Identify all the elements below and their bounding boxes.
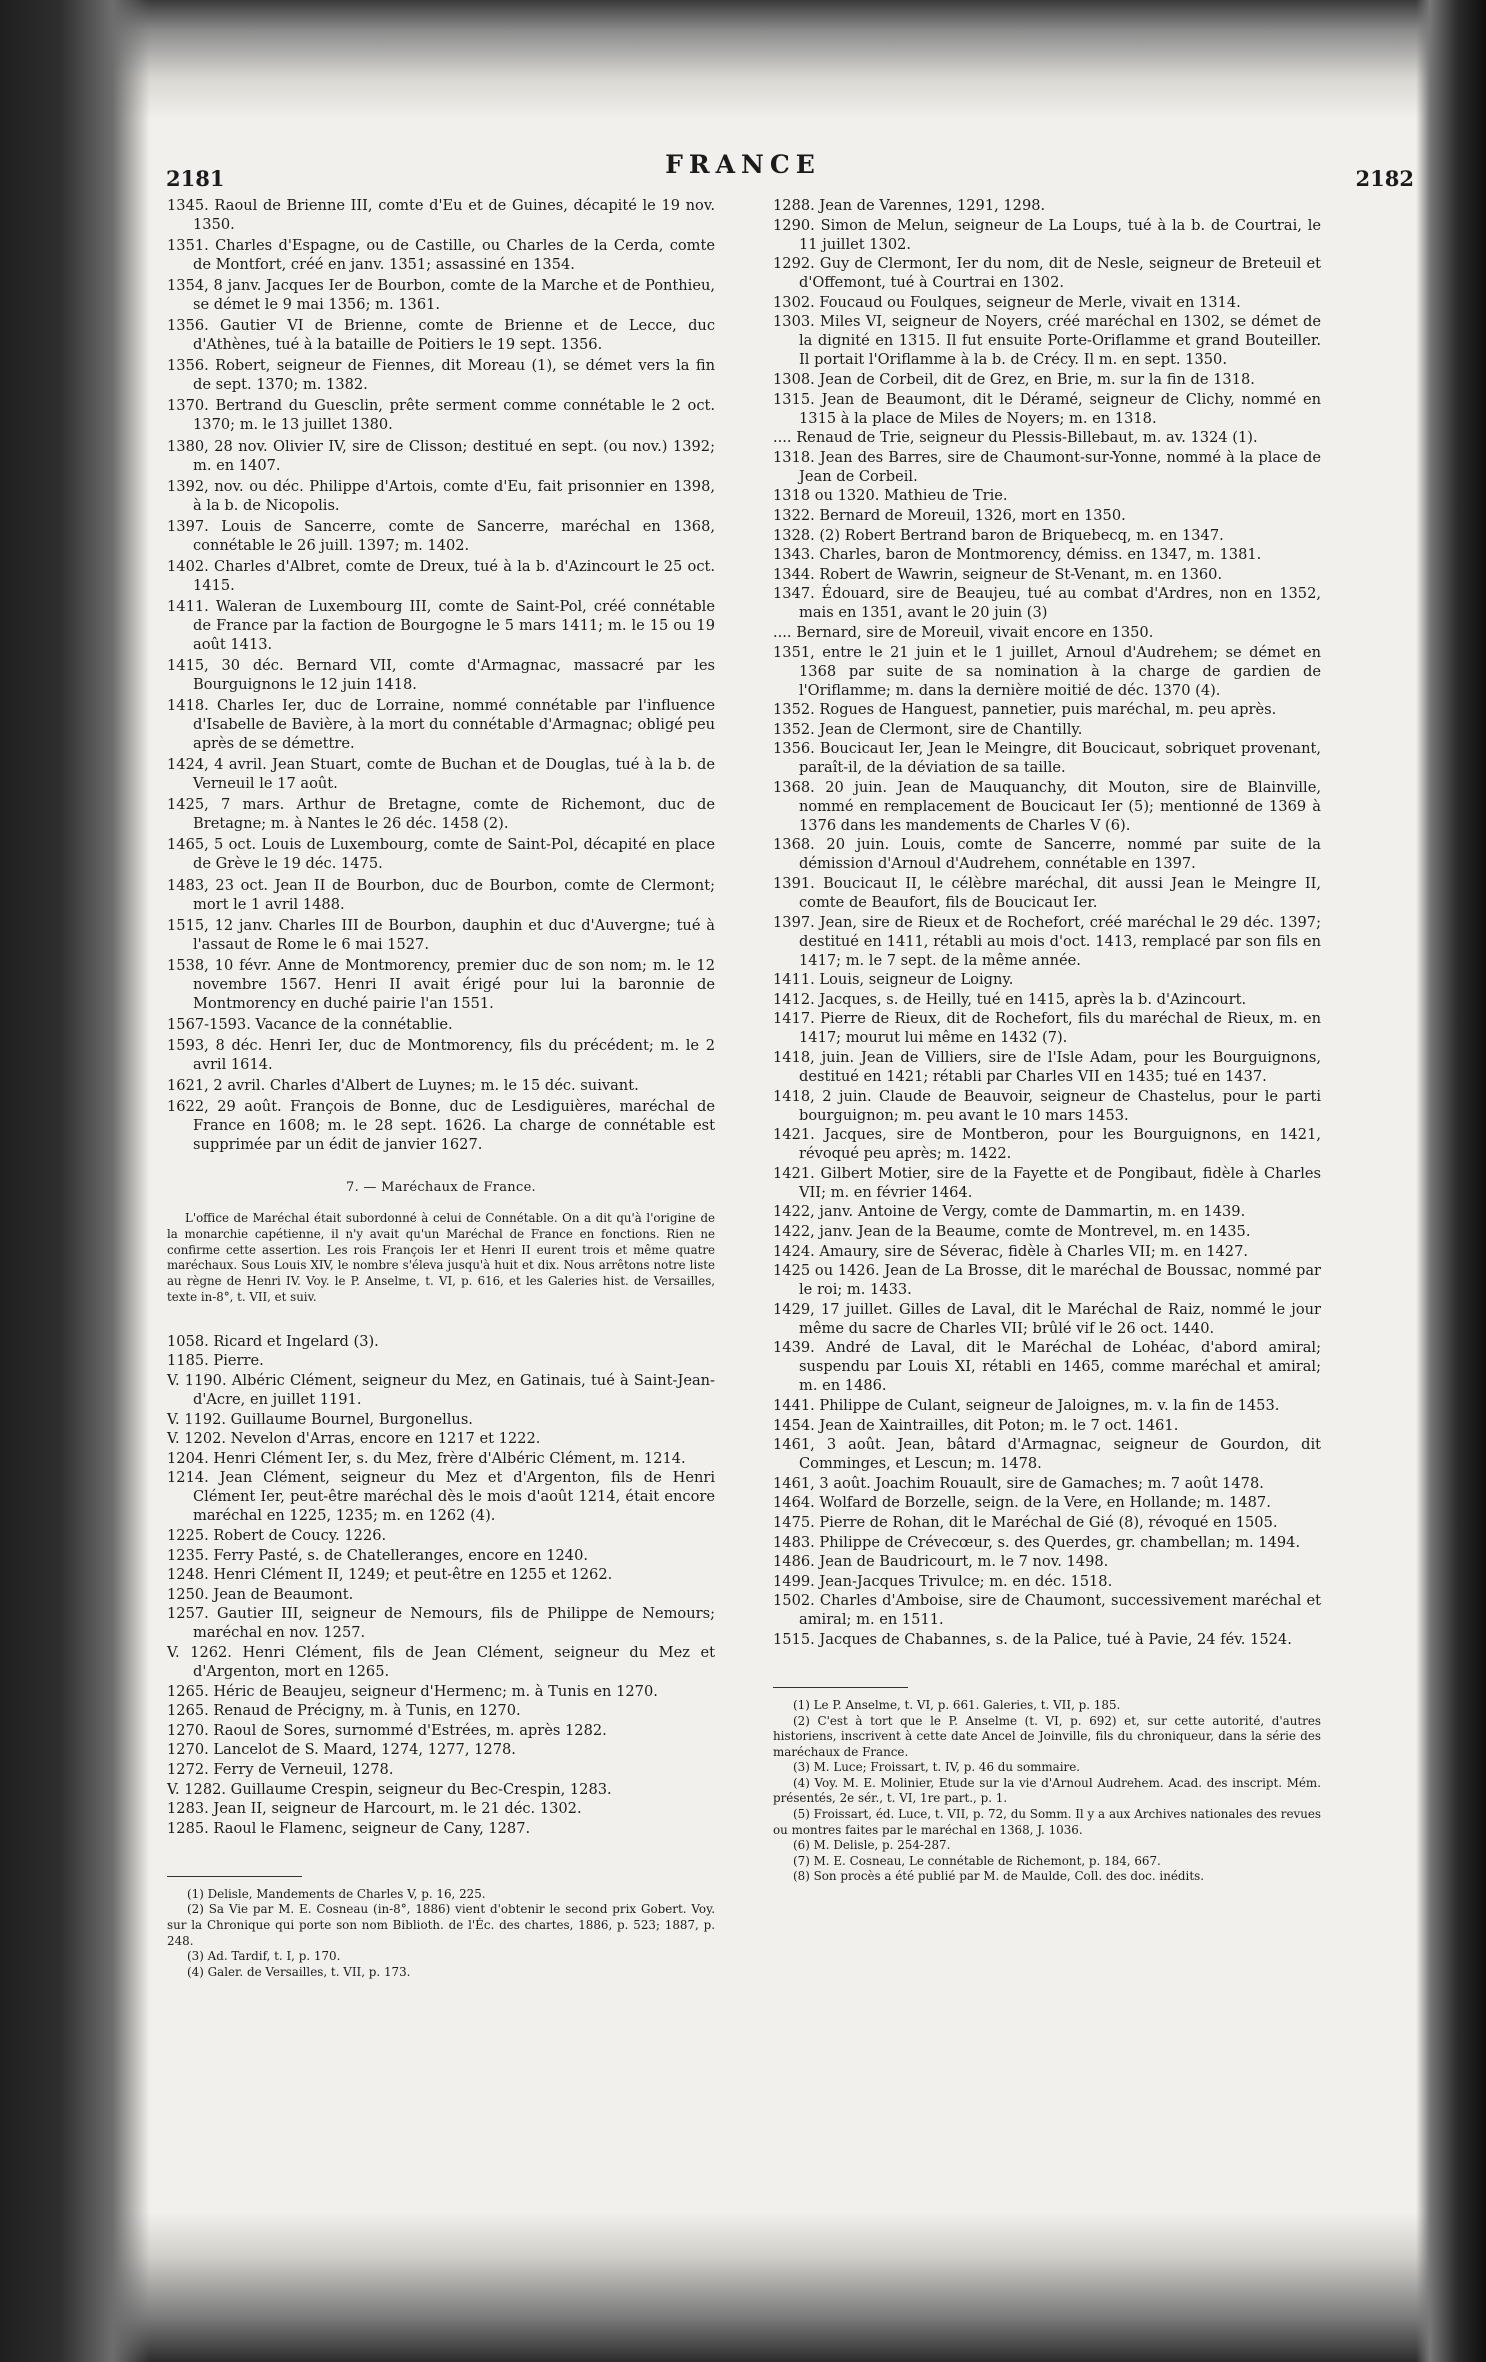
list-entry: 1461, 3 août. Jean, bâtard d'Armagnac, seigneur de Gourdon, dit Comminges, et Lescun; m. 1478.	[773, 1436, 1321, 1473]
list-entry: 1441. Philippe de Culant, seigneur de Jaloignes, m. v. la fin de 1453.	[773, 1396, 1280, 1414]
list-entry: 1622, 29 août. François de Bonne, duc de Lesdiguières, maréchal de France en 1608; m. le 28 sept. 1626. La charge de connétable est supprimée par un édit de janvier 1627.	[167, 1098, 715, 1154]
marshal-list-continued	[773, 196, 1321, 1649]
list-entry: 1502. Charles d'Amboise, sire de Chaumont, successivement maréchal et amiral; m. en 1511.	[773, 1592, 1321, 1629]
list-entry: 1292. Guy de Clermont, Ier du nom, dit de Nesle, seigneur de Breteuil et d'Offemont, tué à Courtrai en 1302.	[773, 255, 1321, 292]
scan-border-right	[1416, 0, 1486, 2362]
list-entry: 1356. Gautier VI de Brienne, comte de Brienne et de Lecce, duc d'Athènes, tué à la bataille de Poitiers le 19 sept. 1356.	[167, 317, 715, 354]
footnote: (8) Son procès a été publié par M. de Maulde, Coll. des doc. inédits.	[793, 1869, 1204, 1884]
list-entry: 1356. Robert, seigneur de Fiennes, dit Moreau (1), se démet vers la fin de sept. 1370; m. 1382.	[167, 357, 715, 394]
footnote: (2) Sa Vie par M. E. Cosneau (in-8°, 1886) vient d'obtenir le second prix Gobert. Voy. sur la Chronique qui porte son nom Biblioth. de l'Éc. des chartes, 1886, p. 523; 1887, p. 248.	[167, 1902, 715, 1948]
right-column	[773, 196, 1321, 1885]
footnotes-left	[167, 1887, 715, 1981]
list-entry: V. 1262. Henri Clément, fils de Jean Clément, seigneur du Mez et d'Argenton, mort en 1265.	[167, 1643, 715, 1680]
footnote-rule	[167, 1876, 302, 1877]
list-entry: V. 1192. Guillaume Bournel, Burgonellus.	[167, 1410, 473, 1428]
list-entry: 1593, 8 déc. Henri Ier, duc de Montmorency, fils du précédent; m. le 2 avril 1614.	[167, 1036, 715, 1073]
list-entry: 1308. Jean de Corbeil, dit de Grez, en Brie, m. sur la fin de 1318.	[773, 370, 1255, 388]
list-entry: 1283. Jean II, seigneur de Harcourt, m. le 21 déc. 1302.	[167, 1800, 582, 1818]
list-entry: 1352. Jean de Clermont, sire de Chantilly.	[773, 720, 1083, 738]
footnote: (1) Delisle, Mandements de Charles V, p. 16, 225.	[187, 1886, 486, 1901]
footnote: (4) Voy. M. E. Molinier, Etude sur la vie d'Arnoul Audrehem. Acad. des inscript. Mém. présentés, 2e sér., t. VI, 1re part., p. 1.	[773, 1775, 1321, 1806]
footnote: (3) Ad. Tardif, t. I, p. 170.	[187, 1949, 341, 1964]
list-entry: 1422, janv. Antoine de Vergy, comte de Dammartin, m. en 1439.	[773, 1203, 1246, 1221]
list-entry: 1235. Ferry Pasté, s. de Chatelleranges, encore en 1240.	[167, 1546, 588, 1564]
list-entry: 1461, 3 août. Joachim Rouault, sire de Gamaches; m. 7 août 1478.	[773, 1474, 1264, 1492]
list-entry: 1322. Bernard de Moreuil, 1326, mort en 1350.	[773, 506, 1126, 524]
scan-border-left	[0, 0, 150, 2362]
list-entry: 1515. Jacques de Chabannes, s. de la Palice, tué à Pavie, 24 fév. 1524.	[773, 1630, 1292, 1648]
list-entry: 1411. Waleran de Luxembourg III, comte de Saint-Pol, créé connétable de France par la faction de Bourgogne le 5 mars 1411; m. le 15 ou 19 août 1413.	[167, 597, 715, 653]
list-entry: 1392, nov. ou déc. Philippe d'Artois, comte d'Eu, fait prisonnier en 1398, à la b. de Nicopolis.	[167, 477, 715, 514]
footnote: (4) Galer. de Versailles, t. VII, p. 173.	[187, 1964, 411, 1979]
list-entry: 1380, 28 nov. Olivier IV, sire de Clisson; destitué en sept. (ou nov.) 1392; m. en 1407.	[167, 437, 715, 474]
list-entry: 1265. Renaud de Précigny, m. à Tunis, en 1270.	[167, 1702, 521, 1720]
list-entry: 1356. Boucicaut Ier, Jean le Meingre, dit Boucicaut, sobriquet provenant, paraît-il, de la déviation de sa taille.	[773, 740, 1321, 777]
list-entry: 1425 ou 1426. Jean de La Brosse, dit le maréchal de Boussac, nommé par le roi; m. 1433.	[773, 1262, 1321, 1299]
list-entry: 1421. Gilbert Motier, sire de la Fayette et de Pongibaut, fidèle à Charles VII; m. en février 1464.	[773, 1164, 1321, 1201]
list-entry: 1483. Philippe de Crévecœur, s. des Querdes, gr. chambellan; m. 1494.	[773, 1533, 1301, 1551]
list-entry: 1475. Pierre de Rohan, dit le Maréchal de Gié (8), révoqué en 1505.	[773, 1513, 1278, 1531]
list-entry: V. 1202. Nevelon d'Arras, encore en 1217 et 1222.	[167, 1430, 541, 1448]
footnote: (1) Le P. Anselme, t. VI, p. 661. Galeries, t. VII, p. 185.	[793, 1697, 1121, 1712]
list-entry: 1315. Jean de Beaumont, dit le Déramé, seigneur de Clichy, nommé en 1315 à la place de Miles de Noyers; m. en 1318.	[773, 390, 1321, 427]
scan-border-bottom	[0, 2212, 1486, 2362]
list-entry: 1567-1593. Vacance de la connétablie.	[167, 1015, 453, 1033]
footnote-rule	[773, 1687, 908, 1688]
list-entry: 1185. Pierre.	[167, 1352, 264, 1370]
marshal-list	[167, 1332, 715, 1838]
list-entry: 1265. Héric de Beaujeu, seigneur d'Hermenc; m. à Tunis en 1270.	[167, 1682, 658, 1700]
list-entry: 1347. Édouard, sire de Beaujeu, tué au combat d'Ardres, non en 1352, mais en 1351, avant le 20 juin (3)	[773, 585, 1321, 622]
list-entry: 1345. Raoul de Brienne III, comte d'Eu et de Guines, décapité le 19 nov. 1350.	[167, 197, 715, 233]
footnote: (5) Froissart, éd. Luce, t. VII, p. 72, du Somm. Il y a aux Archives nationales des revues ou montres faites par le maréchal en 1368, J. 1036.	[773, 1807, 1321, 1837]
list-entry: 1538, 10 févr. Anne de Montmorency, premier duc de son nom; m. le 12 novembre 1567. Henri II avait érigé pour lui la baronnie de Montmorency en duché pairie l'an 1551.	[167, 956, 715, 1012]
section-intro: L'office de Maréchal était subordonné à celui de Connétable. On a dit qu'à l'origine de la monarchie capétienne, il n'y avait qu'un Maréchal de France en fonctions. Rien ne confirme cette assertion. Les rois François Ier et Henri II eurent trois et même quatre maréchaux. Sous Louis XIV, le nombre s'éleva jusqu'à huit et dix. Nous arrêtons notre liste au règne de Henri IV. Voy. le P. Anselme, t. VI, p. 616, et les Galeries hist. de Versailles, texte in-8°, t. VII, et suiv.	[167, 1211, 715, 1305]
footnote: (3) M. Luce; Froissart, t. IV, p. 46 du sommaire.	[793, 1760, 1081, 1775]
list-entry: 1270. Lancelot de S. Maard, 1274, 1277, 1278.	[167, 1741, 516, 1759]
list-entry: 1424, 4 avril. Jean Stuart, comte de Buchan et de Douglas, tué à la b. de Verneuil le 17 août.	[167, 756, 715, 793]
list-entry: 1204. Henri Clément Ier, s. du Mez, frère d'Albéric Clément, m. 1214.	[167, 1449, 686, 1467]
list-entry: 1397. Jean, sire de Rieux et de Rochefort, créé maréchal le 29 déc. 1397; destitué en 1411, rétabli au mois d'oct. 1413, remplacé par son fils en 1417; m. le 7 sept. de la même année.	[773, 913, 1321, 969]
footnote: (2) C'est à tort que le P. Anselme (t. VI, p. 692) et, sur cette autorité, d'autres historiens, inscrivent à cette date Ancel de Joinville, fils du chroniqueur, dans la série des maréchaux de France.	[773, 1713, 1321, 1759]
list-entry: 1621, 2 avril. Charles d'Albert de Luynes; m. le 15 déc. suivant.	[167, 1076, 639, 1094]
list-entry: 1248. Henri Clément II, 1249; et peut-être en 1255 et 1262.	[167, 1566, 613, 1584]
list-entry: 1411. Louis, seigneur de Loigny.	[773, 971, 1014, 989]
list-entry: 1351. Charles d'Espagne, ou de Castille, ou Charles de la Cerda, comte de Montfort, créé en janv. 1351; assassiné en 1354.	[167, 237, 715, 274]
list-entry: 1415, 30 déc. Bernard VII, comte d'Armagnac, massacré par les Bourguignons le 12 juin 1418.	[167, 657, 715, 694]
list-entry: 1368. 20 juin. Louis, comte de Sancerre, nommé par suite de la démission d'Arnoul d'Audrehem, connétable en 1397.	[773, 836, 1321, 873]
list-entry: 1499. Jean-Jacques Trivulce; m. en déc. 1518.	[773, 1572, 1113, 1590]
footnotes-right	[773, 1698, 1321, 1885]
list-entry: 1285. Raoul le Flamenc, seigneur de Cany, 1287.	[167, 1819, 531, 1837]
list-entry: 1344. Robert de Wawrin, seigneur de St-Venant, m. en 1360.	[773, 565, 1223, 583]
left-column	[167, 196, 715, 1980]
list-entry: 1515, 12 janv. Charles III de Bourbon, dauphin et duc d'Auvergne; tué à l'assaut de Rome le 6 mai 1527.	[167, 916, 715, 953]
list-entry: 1302. Foucaud ou Foulques, seigneur de Merle, vivait en 1314.	[773, 293, 1241, 311]
list-entry: 1425, 7 mars. Arthur de Bretagne, comte de Richemont, duc de Bretagne; m. à Nantes le 26 déc. 1458 (2).	[167, 796, 715, 833]
section-title: 7. — Maréchaux de France.	[346, 1180, 536, 1196]
scan-border-top	[0, 0, 1486, 120]
list-entry: 1343. Charles, baron de Montmorency, démiss. en 1347, m. 1381.	[773, 546, 1262, 564]
list-entry: 1429, 17 juillet. Gilles de Laval, dit le Maréchal de Raiz, nommé le jour même du sacre de Charles VII; brûlé vif le 26 oct. 1440.	[773, 1300, 1321, 1337]
list-entry: 1454. Jean de Xaintrailles, dit Poton; m. le 7 oct. 1461.	[773, 1416, 1179, 1434]
list-entry: 1354, 8 janv. Jacques Ier de Bourbon, comte de la Marche et de Ponthieu, se démet le 9 mai 1356; m. 1361.	[167, 277, 715, 314]
list-entry: 1397. Louis de Sancerre, comte de Sancerre, maréchal en 1368, connétable le 26 juill. 1397; m. 1402.	[167, 517, 715, 554]
list-entry: 1250. Jean de Beaumont.	[167, 1585, 354, 1603]
list-entry: 1214. Jean Clément, seigneur du Mez et d'Argenton, fils de Henri Clément Ier, peut-être maréchal dès le mois d'août 1214, était encore maréchal en 1225, 1235; m. en 1262 (4).	[167, 1469, 715, 1525]
list-entry: 1391. Boucicaut II, le célèbre maréchal, dit aussi Jean le Meingre II, comte de Beaufort, fils de Boucicaut Ier.	[773, 875, 1321, 912]
list-entry: 1290. Simon de Melun, seigneur de La Loups, tué à la b. de Courtrai, le 11 juillet 1302.	[773, 216, 1321, 253]
list-entry: 1058. Ricard et Ingelard (3).	[167, 1332, 379, 1350]
list-entry: 1352. Rogues de Hanguest, pannetier, puis maréchal, m. peu après.	[773, 701, 1277, 719]
list-entry: 1288. Jean de Varennes, 1291, 1298.	[773, 197, 1046, 214]
list-entry: 1421. Jacques, sire de Montberon, pour les Bourguignons, en 1421, révoqué peu après; m. 1422.	[773, 1126, 1321, 1163]
list-entry: 1318 ou 1320. Mathieu de Trie.	[773, 487, 1008, 505]
list-entry: 1370. Bertrand du Guesclin, prête serment comme connétable le 2 oct. 1370; m. le 13 juillet 1380.	[167, 397, 715, 434]
list-entry: 1418, 2 juin. Claude de Beauvoir, seigneur de Chastelus, pour le parti bourguignon; m. peu avant le 10 mars 1453.	[773, 1087, 1321, 1124]
list-entry: 1368. 20 juin. Jean de Mauquanchy, dit Mouton, sire de Blainville, nommé en remplacement de Boucicaut Ier (5); mentionné de 1369 à 1376 dans les mandements de Charles V (6).	[773, 778, 1321, 834]
list-entry: 1351, entre le 21 juin et le 1 juillet, Arnoul d'Audrehem; se démet en 1368 par suite de sa nomination à la charge de gardien de l'Oriflamme; m. dans la dernière moitié de déc. 1370 (4).	[773, 643, 1321, 699]
list-entry: 1417. Pierre de Rieux, dit de Rochefort, fils du maréchal de Rieux, m. en 1417; mourut lui même en 1432 (7).	[773, 1010, 1321, 1047]
list-entry: 1257. Gautier III, seigneur de Nemours, fils de Philippe de Nemours; maréchal en nov. 1257.	[167, 1605, 715, 1642]
list-entry: 1328. (2) Robert Bertrand baron de Briquebecq, m. en 1347.	[773, 526, 1224, 544]
list-entry: 1424. Amaury, sire de Séverac, fidèle à Charles VII; m. en 1427.	[773, 1242, 1248, 1260]
list-entry: 1318. Jean des Barres, sire de Chaumont-sur-Yonne, nommé à la place de Jean de Corbeil.	[773, 448, 1321, 485]
footnote: (6) M. Delisle, p. 254-287.	[793, 1838, 951, 1853]
running-title: FRANCE	[665, 150, 821, 179]
list-entry: 1464. Wolfard de Borzelle, seign. de la Vere, en Hollande; m. 1487.	[773, 1494, 1271, 1512]
list-entry: 1402. Charles d'Albret, comte de Dreux, tué à la b. d'Azincourt le 25 oct. 1415.	[167, 557, 715, 594]
list-entry: 1486. Jean de Baudricourt, m. le 7 nov. 1498.	[773, 1553, 1109, 1571]
list-entry: 1483, 23 oct. Jean II de Bourbon, duc de Bourbon, comte de Clermont; mort le 1 avril 1488.	[167, 876, 715, 913]
list-entry: 1418, juin. Jean de Villiers, sire de l'Isle Adam, pour les Bourguignons, destitué en 1421; rétabli par Charles VII en 1435; tué en 1437.	[773, 1049, 1321, 1086]
constable-list	[167, 196, 715, 1154]
list-entry: 1418. Charles Ier, duc de Lorraine, nommé connétable par l'influence d'Isabelle de Bavière, à la mort du connétable d'Armagnac; obligé peu après de se démettre.	[167, 697, 715, 753]
list-entry: 1422, janv. Jean de la Beaume, comte de Montrevel, m. en 1435.	[773, 1223, 1251, 1240]
list-entry: 1270. Raoul de Sores, surnommé d'Estrées, m. après 1282.	[167, 1721, 607, 1739]
page-number-left: 2181	[166, 166, 225, 191]
list-entry: 1225. Robert de Coucy. 1226.	[167, 1527, 387, 1544]
list-entry: V. 1282. Guillaume Crespin, seigneur du Bec-Crespin, 1283.	[167, 1780, 612, 1798]
page-number-right: 2182	[1355, 166, 1414, 191]
list-entry: .... Bernard, sire de Moreuil, vivait encore en 1350.	[773, 623, 1154, 641]
list-entry: 1439. André de Laval, dit le Maréchal de Lohéac, d'abord amiral; suspendu par Louis XI, rétabli en 1465, comme maréchal et amiral; m. en 1486.	[773, 1339, 1321, 1395]
list-entry: 1272. Ferry de Verneuil, 1278.	[167, 1760, 394, 1778]
footnote: (7) M. E. Cosneau, Le connétable de Richemont, p. 184, 667.	[793, 1853, 1161, 1868]
list-entry: .... Renaud de Trie, seigneur du Plessis-Billebaut, m. av. 1324 (1).	[773, 429, 1258, 447]
list-entry: 1303. Miles VI, seigneur de Noyers, créé maréchal en 1302, se démet de la dignité en 1315. Il fut ensuite Porte-Oriflamme et grand Bouteiller. Il portait l'Oriflamme à la b. de Crécy. Il m. en sept. 1350.	[773, 313, 1321, 369]
list-entry: 1412. Jacques, s. de Heilly, tué en 1415, après la b. d'Azincourt.	[773, 990, 1247, 1008]
list-entry: V. 1190. Albéric Clément, seigneur du Mez, en Gatinais, tué à Saint-Jean-d'Acre, en juillet 1191.	[167, 1372, 715, 1409]
list-entry: 1465, 5 oct. Louis de Luxembourg, comte de Saint-Pol, décapité en place de Grève le 19 déc. 1475.	[167, 836, 715, 873]
